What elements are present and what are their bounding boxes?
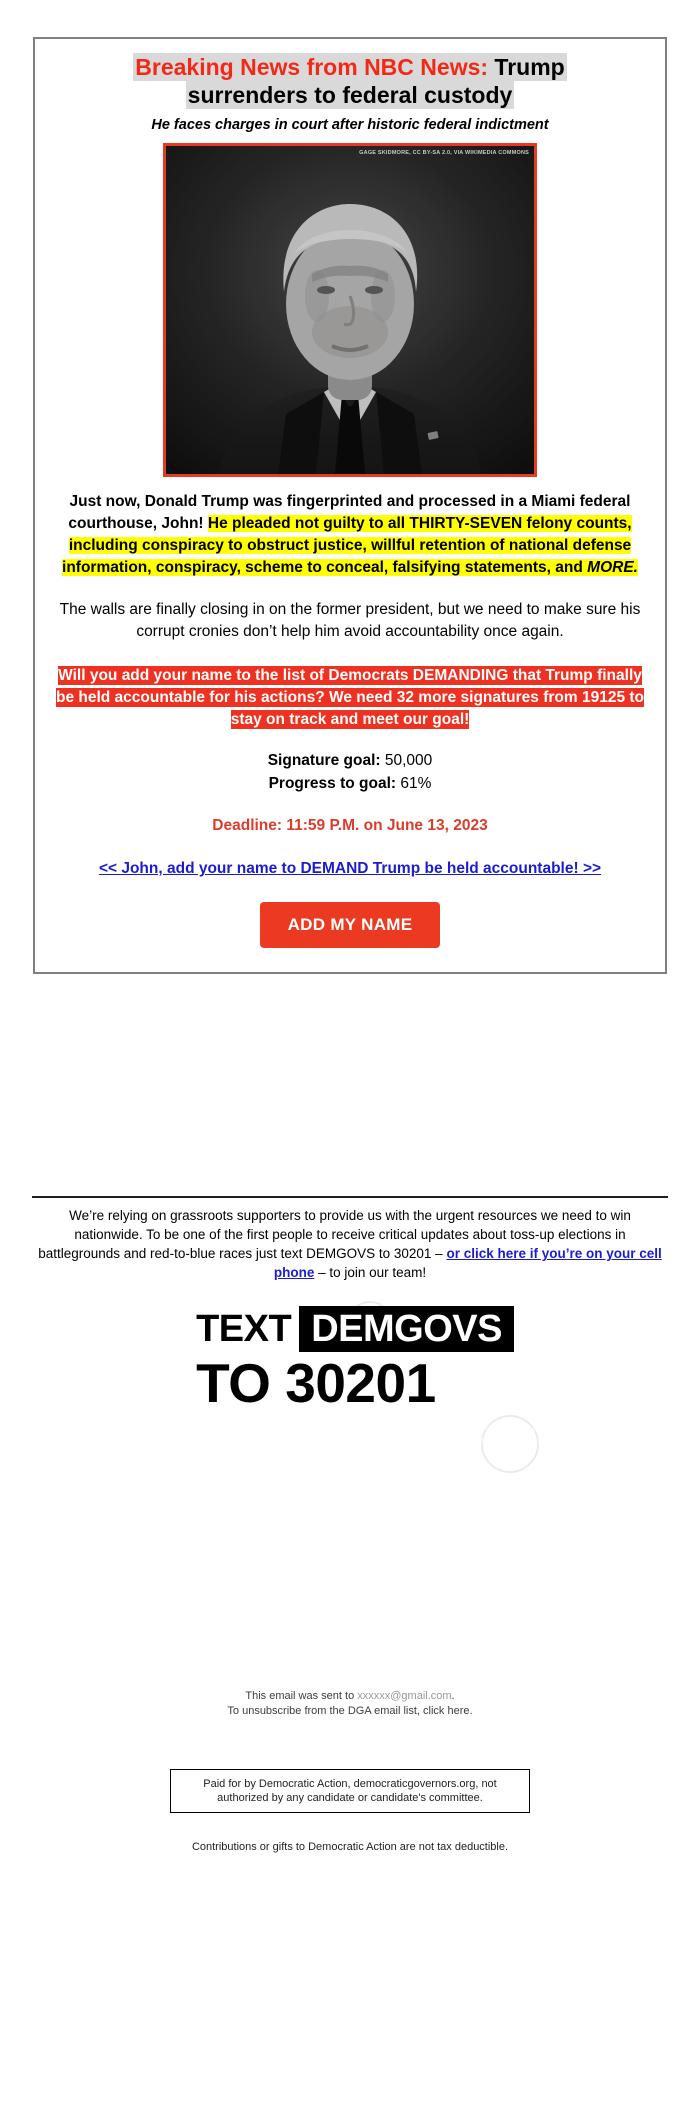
grassroots-paragraph: [34, 1206, 666, 1282]
deadline-text: Deadline: 11:59 P.M. on June 13, 2023: [212, 817, 488, 834]
paid-for-text: Paid for by Democratic Action, democraticgovernors.org, not authorized by any candidate or candidate's committee.: [203, 1778, 497, 1804]
headline-black-line2: surrenders to federal custody: [187, 82, 513, 108]
banner-number: TO 30201: [186, 1353, 450, 1415]
footer-sent-block: [0, 1689, 700, 1719]
cta-link-wrap: [59, 857, 641, 880]
intro-plain-text: Just now, Donald Trump was fingerprinted and processed in a Miami federal courthouse, John!: [68, 493, 631, 532]
signature-goal-value: 50,000: [384, 752, 433, 769]
banner-text-block: [186, 1306, 514, 1415]
photo-credit: GAGE SKIDMORE, CC BY-SA 2.0, VIA WIKIMEDIA COMMONS: [359, 150, 529, 156]
cell-phone-link[interactable]: or click here if you’re on your cell phone: [273, 1246, 662, 1280]
divider-rule: [32, 1196, 668, 1198]
unsubscribe-suffix: .: [469, 1705, 473, 1717]
email-address: xxxxxx@gmail.com: [357, 1690, 452, 1702]
sent-to-prefix: This email was sent to: [245, 1690, 358, 1702]
petition-highlight-text: Will you add your name to the list of Democrats DEMANDING that Trump finally be held accountable for his actions? We need 32 more signatures from 19125 to stay on track and meet our goal!: [55, 667, 645, 728]
unsubscribe-link[interactable]: click here: [423, 1705, 470, 1717]
progress-label: Progress to goal:: [268, 775, 397, 792]
headline-red-text: Breaking News from NBC News:: [135, 54, 489, 80]
intro-highlight-more: MORE.: [587, 559, 638, 576]
banner-word-text: TEXT: [186, 1306, 299, 1352]
goal-block: [51, 749, 649, 795]
add-my-name-button[interactable]: ADD MY NAME: [260, 902, 441, 948]
banner-line1: [186, 1306, 514, 1352]
signature-goal-label: Signature goal:: [267, 752, 381, 769]
progress-value: 61%: [400, 775, 432, 792]
trump-photo: [163, 143, 537, 477]
headline-black-line1: Trump: [488, 54, 565, 80]
breaking-headline: [51, 53, 649, 109]
email-main-box: [33, 37, 667, 974]
progress-row: [51, 772, 649, 795]
signature-goal-row: [51, 749, 649, 772]
text-demgovs-banner[interactable]: [40, 1294, 660, 1477]
grassroots-text-1: We’re relying on grassroots supporters to provide us with the urgent resources we need to win nationwide. To be one of the first people to receive critical updates about toss-up elections in battlegrounds and red-to-blue races just text DEMGOVS to 30201 –: [38, 1208, 631, 1261]
unsubscribe-prefix: To unsubscribe from the DGA email list,: [227, 1705, 424, 1717]
trump-portrait-graphic: [166, 146, 534, 474]
paid-for-box: [170, 1769, 530, 1813]
banner-word-demgovs: DEMGOVS: [299, 1306, 514, 1352]
subheadline: He faces charges in court after historic federal indictment: [151, 117, 549, 133]
grassroots-text-2: – to join our team!: [314, 1265, 427, 1280]
petition-link[interactable]: << John, add your name to DEMAND Trump be held accountable! >>: [98, 860, 602, 877]
intro-highlight-text: He pleaded not guilty to all THIRTY-SEVEN felony counts, including conspiracy to obstruct justice, willful retention of national defense information, conspiracy, scheme to conceal, falsifying statements, and: [62, 515, 632, 576]
walls-paragraph: The walls are finally closing in on the former president, but we need to make sure his corrupt cronies don’t help him avoid accountability once again.: [59, 601, 641, 640]
sent-to-suffix: .: [451, 1690, 455, 1702]
sent-to-line: [0, 1689, 700, 1704]
intro-paragraph: [53, 491, 647, 579]
tax-disclaimer: Contributions or gifts to Democratic Action are not tax deductible.: [191, 1841, 509, 1853]
petition-paragraph: [53, 665, 647, 731]
unsubscribe-line: [0, 1704, 700, 1719]
banner-line2: [186, 1352, 514, 1415]
banner-fine-print: By providing your cell phone number you consent to receive recurring text message updates from the Democratic Governors Association, including by automated text messages. Txt HELP for help, STOP to end. Msg&Data rates may apply. Privacy Policy https://democraticgovernors.org/privacy-policy: [123, 1424, 577, 1457]
